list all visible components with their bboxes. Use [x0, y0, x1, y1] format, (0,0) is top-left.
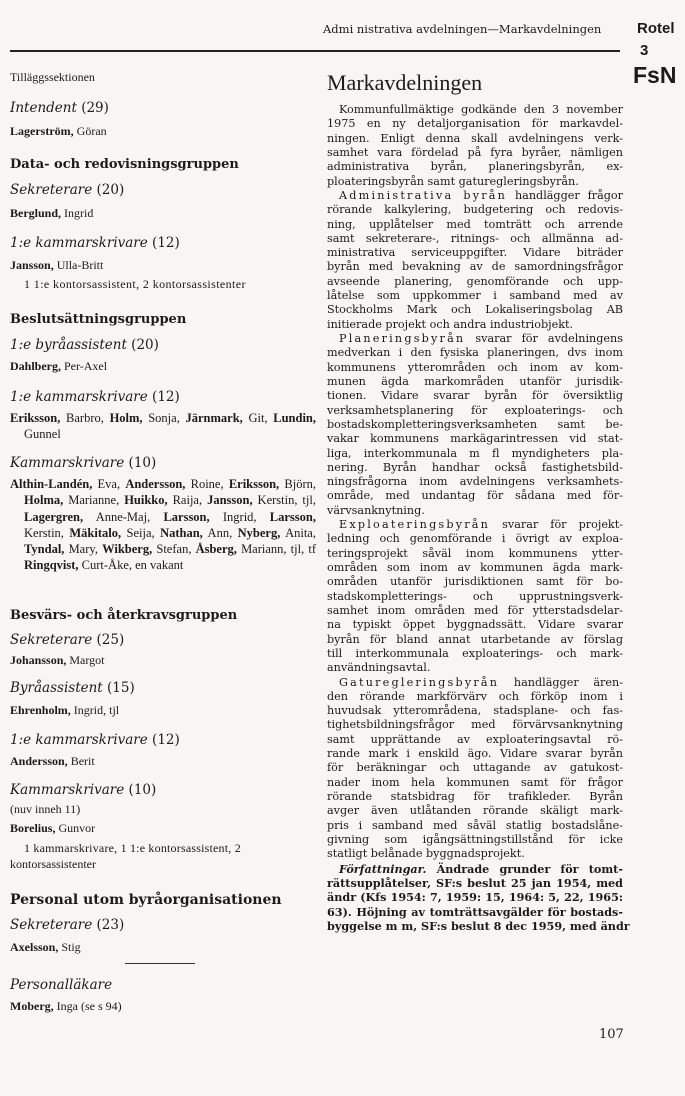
line-text: rättsupplåtelser, SF:s beslut 25 jan 1954, med [327, 875, 623, 890]
surname: Ehrenholm, [10, 703, 71, 717]
line-text: avseende planering, genomförande och upp- [327, 274, 623, 288]
given-name: Marianne, [63, 493, 125, 508]
grade: (20) [131, 337, 159, 353]
department-description [327, 103, 630, 933]
surname: Larsson, [269, 509, 316, 524]
role: Personalläkare [10, 977, 113, 993]
group-title: Personal utom byråorganisationen [10, 892, 282, 908]
line-text: medverkan i den fysiska planeringen, dvs inom [327, 346, 623, 360]
given-name: Stig [58, 940, 81, 954]
text-line [327, 532, 623, 546]
line-text: svarar för projekt- [490, 518, 623, 532]
text-line [327, 804, 623, 818]
staff-note: 1 1:e kontorsassistent, 2 kontorsassistenter [24, 277, 246, 291]
rotel-number: 3 [640, 42, 649, 59]
person [10, 703, 119, 718]
role: 1:e kammarskrivare [10, 389, 148, 405]
given-name: Anne-Maj, [83, 509, 164, 524]
role-heading [10, 337, 159, 353]
surname: Lagerström, [10, 124, 74, 138]
group-title: Data- och redovisningsgruppen [10, 157, 239, 172]
line-text: områden utanför jurisdiktionen samt för bo- [327, 575, 623, 589]
line-text: na typiskt öppet byggnadssätt. Vidare svarar [327, 618, 623, 632]
line-text: ning, upplåtelser med tomträtt och arrende [327, 217, 623, 231]
person [10, 124, 107, 139]
grade: (29) [81, 100, 109, 116]
given-name: Roine, [185, 477, 229, 491]
given-name: Stefan, [152, 542, 196, 557]
text-line [327, 146, 623, 160]
given-name: Raija, [167, 493, 208, 508]
role: Sekreterare [10, 632, 93, 648]
text-line [327, 175, 623, 189]
surname: Nyberg, [237, 525, 281, 540]
surname: Mäkitalo, [69, 525, 122, 540]
surname: Wikberg, [102, 542, 153, 557]
role: 1:e kammarskrivare [10, 235, 148, 251]
role: Kammarskrivare [10, 782, 125, 798]
line-text: administrativa byrån, planeringsbyrån, ex- [327, 160, 623, 174]
text-line [327, 404, 623, 418]
role: Kammarskrivare [10, 455, 125, 471]
grade: (12) [152, 389, 180, 405]
text-line [327, 203, 623, 217]
person [10, 999, 122, 1014]
text-line [327, 633, 623, 647]
person [10, 940, 81, 955]
line-text: område, med undantag för sådana med för- [327, 489, 623, 503]
grade: (12) [152, 235, 180, 251]
text-line [327, 547, 623, 561]
role: 1:e kammarskrivare [10, 732, 148, 748]
line-text: 63). Höjning av tomträttsavgälder för bostads- [327, 904, 623, 919]
text-line [327, 733, 623, 747]
text-line [327, 489, 623, 503]
paragraph [327, 189, 623, 332]
line-text: huvudsak ytterområdena, stadsplane- och fas- [327, 704, 623, 718]
text-line [327, 862, 623, 876]
text-line [327, 661, 623, 675]
role: Sekreterare [10, 182, 93, 198]
surname: Andersson, [10, 754, 68, 768]
person [10, 653, 104, 668]
surname: Axelsson, [10, 940, 59, 954]
given-name: Barbro, [60, 411, 110, 425]
surname: Jansson, [10, 258, 54, 272]
department-title: Markavdelningen [327, 70, 483, 95]
text-line [327, 117, 623, 131]
person-list [10, 476, 316, 574]
given-name: Ingrid, [209, 509, 270, 524]
surname: Ringqvist, [24, 558, 79, 573]
line-text: kommunens ytterområden och inom av kom- [327, 360, 623, 374]
paragraph [327, 676, 623, 862]
grade: (20) [96, 182, 125, 198]
surname: Eriksson, [10, 411, 61, 425]
text-line [327, 289, 623, 303]
given-name: Inga (se s 94) [53, 999, 122, 1013]
line-text: bostadskompletteringsverksamheten samt be- [327, 417, 623, 431]
line-text: ändr (Kfs 1954: 7, 1959: 15, 1964: 5, 22, 1965: [327, 890, 623, 905]
text-line [327, 160, 623, 174]
given-name: Mariann, tjl, tf [236, 542, 317, 557]
given-name: Björn, [279, 477, 316, 491]
paragraph [327, 103, 623, 189]
text-line [327, 647, 623, 661]
given-name: Sonja, [142, 411, 186, 425]
surname: Borelius, [10, 821, 56, 835]
text-line [327, 332, 623, 346]
given-name: Ingrid, tjl [70, 703, 120, 717]
paragraph [327, 332, 623, 518]
line-text: för beräkningar och uttagande av gatukost- [327, 761, 623, 775]
line-text: värvsanknytning. [327, 503, 425, 517]
line-text: liga, interkommunala m fl myndigheters pla- [327, 446, 623, 460]
role: 1:e byråassistent [10, 337, 127, 353]
line-text: användningsavtal. [327, 661, 431, 675]
line-text: samt sekreterare-, ritnings- och allmänna ad- [327, 231, 623, 245]
lead-term: Planeringsbyrån [339, 332, 466, 345]
section-title: Tilläggssektionen [10, 70, 95, 84]
grade: (10) [128, 782, 157, 798]
text-line [327, 776, 623, 790]
line-text: ningsfrågorna inom avdelningens verksamhets- [327, 475, 623, 489]
text-line [327, 504, 623, 518]
role: Sekreterare [10, 917, 93, 933]
text-line [327, 275, 623, 289]
line-text: stadskompletterings- och upprustningsverk- [327, 589, 623, 603]
line-text: vakar kommunens markägarintressen vid stat- [327, 432, 623, 446]
lead-term: Författningar. [339, 861, 427, 876]
person [10, 821, 95, 836]
line-text: rörande kalkylering, budgetering och redovis- [327, 203, 623, 217]
line-text: till interkommunala exploaterings- och mark- [327, 646, 623, 660]
text-line [327, 218, 623, 232]
role-heading [10, 100, 109, 116]
page-number: 107 [599, 1027, 624, 1042]
role-heading [10, 917, 124, 933]
role-heading [10, 732, 180, 748]
line-text: teringsprojekt såväl inom kommunens ytter- [327, 546, 623, 560]
role-heading [10, 389, 180, 405]
text-line [327, 246, 623, 260]
surname: Nathan, [160, 525, 203, 540]
line-text: låtelse som uppkommer i samband med av [327, 289, 623, 303]
text-line [327, 447, 623, 461]
person [10, 258, 103, 273]
line-text: Ändrade grunder för tomt- [426, 861, 623, 876]
text-line [327, 389, 623, 403]
line-text: nader inom hela kommunen samt för frågor [327, 775, 623, 789]
text-line [327, 847, 623, 861]
text-line [327, 790, 623, 804]
given-name: Curt-Åke, en vakant [78, 558, 184, 573]
surname: Andersson, [125, 477, 186, 491]
text-line [327, 876, 623, 890]
role-heading [10, 632, 124, 648]
line-text: svarar för avdelningens [465, 332, 623, 345]
given-name: Per-Axel [61, 359, 108, 373]
text-line [327, 905, 623, 919]
line-text: handlägger ären- [499, 675, 623, 689]
given-name: Eva, [92, 477, 126, 491]
line-text: verksamhetsplanering för exploaterings- och [327, 403, 623, 417]
text-line [327, 561, 623, 575]
line-text: munen ägda markområden utanför jurisdik- [327, 374, 623, 388]
line-text: byggelse m m, SF:s beslut 8 dec 1959, med ändr [327, 918, 630, 933]
role-heading [10, 782, 156, 798]
role-heading [10, 182, 124, 198]
line-text: ploateringsbyrån samt gaturegleringsbyrån. [327, 174, 579, 188]
surname: Dahlberg, [10, 359, 61, 373]
running-header: Admi nistrativa avdelningen—Markavdelningen [323, 22, 602, 36]
role-heading [10, 680, 135, 696]
grade: (15) [107, 680, 135, 696]
role: Byråassistent [10, 680, 103, 696]
text-line [327, 833, 623, 847]
given-name: Göran [73, 124, 107, 138]
given-name: Berit [67, 754, 95, 768]
text-line [327, 704, 623, 718]
text-line [327, 918, 630, 933]
person [10, 359, 107, 374]
staff-note: kontorsassistenter [10, 857, 96, 871]
text-line [327, 604, 623, 618]
line-text: Stockholms Mark och Lokaliseringsbolag AB [327, 303, 623, 317]
given-name: Ulla-Britt [53, 258, 104, 272]
given-name: Ingrid [61, 206, 94, 220]
given-name: Gunnel [24, 427, 61, 442]
surname: Holm, [109, 411, 143, 425]
text-line [327, 303, 623, 317]
line-text: ministrativa serviceuppgifter. Vidare biträder [327, 246, 623, 260]
rotel-label: Rotel [637, 20, 675, 37]
given-name: Git, [242, 411, 274, 425]
text-line [327, 676, 623, 690]
text-line [327, 761, 623, 775]
text-line [327, 375, 623, 389]
surname: Huikko, [124, 493, 168, 508]
text-line [327, 819, 623, 833]
line-text: rande mark i enskild ägo. Vidare svarar byrån [327, 747, 623, 761]
line-text: samhet vara fördelad på fyra byråer, nämligen [327, 145, 623, 159]
given-name: Mary, [64, 542, 103, 557]
surname: Järnmark, [185, 411, 243, 425]
surname: Åsberg, [195, 542, 237, 557]
line-text: samt upprättande av exploateringsavtal rö- [327, 732, 623, 746]
role-heading [10, 455, 156, 471]
divider [125, 963, 195, 964]
line-text: tighetsbildningsfrågor med förvärvsanknytning [327, 718, 623, 732]
line-text: byrån med bevakning av de samordningsfrågor [327, 260, 623, 274]
line-text: tionen. Vidare svarar byrån för översiktlig [327, 389, 623, 403]
line-text: avger även utlåtanden rörande skäligt mark- [327, 804, 623, 818]
staff-note: 1 kammarskrivare, 1 1:e kontorsassistent, 2 [24, 841, 241, 855]
given-name: Ann, [202, 525, 238, 540]
text-line [327, 690, 623, 704]
text-line [327, 718, 623, 732]
surname: Lundin, [273, 411, 316, 425]
text-line [327, 103, 623, 117]
line-text: givning som igångsättningstillstånd för icke [327, 832, 623, 846]
surname: Eriksson, [228, 477, 280, 491]
given-name: Seija, [121, 525, 161, 540]
text-line [327, 618, 623, 632]
text-line [327, 890, 623, 904]
lead-term: Exploateringsbyrån [339, 518, 491, 532]
surname: Berglund, [10, 206, 62, 220]
text-line [327, 747, 623, 761]
surname: Moberg, [10, 999, 54, 1013]
person [10, 754, 95, 769]
role: Intendent [10, 100, 77, 116]
line-text: nering. Byrån handhar också fastighetsbild- [327, 460, 623, 474]
line-text: Kommunfullmäktige godkände den 3 november [339, 103, 623, 116]
grade: (23) [96, 917, 125, 933]
surname: Lagergren, [24, 509, 84, 524]
text-line [327, 418, 623, 432]
surname: Johansson, [10, 653, 67, 667]
text-line [327, 518, 623, 532]
person-list [10, 410, 316, 443]
grade: (25) [96, 632, 125, 648]
surname: Tyndal, [24, 542, 65, 557]
text-line [327, 260, 623, 274]
grade: (10) [128, 455, 157, 471]
group-title: Besvärs- och återkravsgruppen [10, 608, 238, 623]
text-line [327, 346, 623, 360]
text-line [327, 189, 623, 203]
lead-term: Gaturegleringsbyrån [339, 675, 500, 689]
person [10, 206, 93, 221]
line-text: initierade projekt och andra industriobjekt. [327, 317, 574, 331]
line-text: byrån för bland annat utarbetande av förslag [327, 632, 623, 646]
grade: (12) [152, 732, 180, 748]
group-title: Beslutsättningsgruppen [10, 312, 187, 327]
given-name: Margot [66, 653, 105, 667]
text-line [327, 475, 623, 489]
given-name: Kerstin, tjl, [252, 493, 316, 508]
text-line [327, 318, 623, 332]
section-code: FsN [633, 62, 677, 88]
given-name: Anita, [280, 525, 316, 540]
line-text: ledning och genomförande i övrigt av exploa- [327, 532, 623, 546]
line-text: ningen. Enligt denna skall avdelningens verk- [327, 131, 623, 145]
text-line [327, 590, 623, 604]
given-name: Gunvor [55, 821, 96, 835]
line-text: pris i samband med såväl statlig bostadslåne- [327, 818, 623, 832]
paragraph [327, 861, 630, 934]
text-line [327, 575, 623, 589]
text-line [327, 132, 623, 146]
text-line [327, 461, 623, 475]
surname: Jansson, [207, 493, 253, 508]
line-text: 1975 en ny detaljorganisation för markavdel- [327, 117, 623, 131]
line-text: den rörande markförvärv och förköp inom i [327, 689, 623, 703]
text-line [327, 361, 623, 375]
paragraph [327, 518, 623, 675]
surname: Althin-Landén, [10, 477, 93, 491]
text-line [327, 232, 623, 246]
line-text: samhet inom områden med för ytterstadsdelar- [327, 603, 623, 617]
line-text: handlägger frågor [507, 188, 623, 202]
line-text: rörande statsbidrag för trafikleder. Byrån [327, 790, 623, 803]
text-line [327, 432, 623, 446]
surname: Larsson, [163, 509, 210, 524]
role-heading [10, 977, 112, 993]
grade-note: (nuv inneh 11) [10, 802, 81, 816]
header-rule [10, 50, 620, 52]
given-name: Kerstin, [24, 525, 70, 540]
line-text: områden som inom av kommunen ägda mark- [327, 561, 623, 574]
lead-term: Administrativa byrån [339, 188, 508, 202]
role-heading [10, 235, 180, 251]
surname: Holma, [24, 493, 64, 508]
line-text: statligt belånade byggnadsprojekt. [327, 847, 525, 861]
